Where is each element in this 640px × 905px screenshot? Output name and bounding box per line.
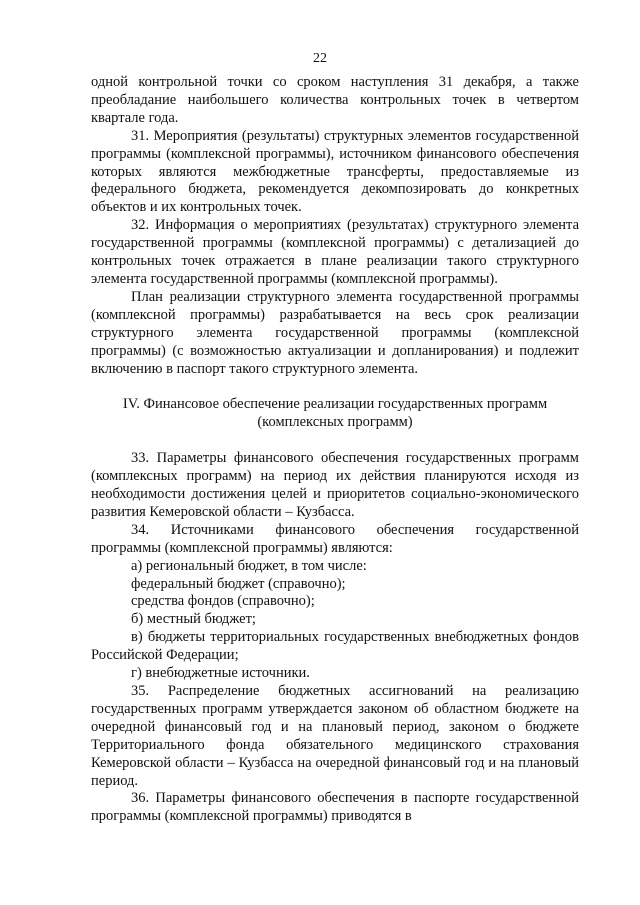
paragraph-32: 32. Информация о мероприятиях (результатах) структурного элемента государственной программы (комплексной программы) с детализацией до контрольных точек отражается в плане реализации такого структурного элемента государственной программы (комплексной программы). [91,217,579,287]
section-heading-line-2: (комплексных программ) [257,414,413,431]
list-item-federal: федеральный бюджет (справочно); [131,575,346,592]
paragraph-33: 33. Параметры финансового обеспечения государственных программ (комплексных программ) на период их действия планируются исходя из необходимости достижения целей и приоритетов социально-экономического развития Кемеровской области – Кузбасса. [91,450,579,520]
list-item-funds: средства фондов (справочно); [131,593,315,610]
list-item-g: г) внебюджетные источники. [131,665,310,682]
list-item-v: в) бюджеты территориальных государственных внебюджетных фондов Российской Федерации; [91,629,579,664]
list-item-a: а) региональный бюджет, в том числе: [131,557,367,574]
paragraph-36: 36. Параметры финансового обеспечения в паспорте государственной программы (комплексной программы) приводятся в [91,790,579,825]
paragraph-plan: План реализации структурного элемента государственной программы (комплексной программы) разрабатывается на весь срок реализации структурного элемента государственной программы (комплексной программы) (с возможностью актуализации и допланирования) и подлежит включению в паспорт такого структурного элемента. [91,288,579,377]
paragraph-35: 35. Распределение бюджетных ассигнований на реализацию государственных программ утверждается законом об областном бюджете на очередной финансовый год и на плановый период, законом о бюджете Территориального фонда обязательного медицинского страхования Кемеровской области – Кузбасса на очередной финансовый год и на плановый период. [91,683,579,789]
paragraph-continuation: одной контрольной точки со сроком наступления 31 декабря, а также преобладание наибольшего количества контрольных точек в четвертом квартале года. [91,74,579,126]
page-number: 22 [313,51,327,66]
list-item-b: б) местный бюджет; [131,611,256,628]
spacer [91,378,579,396]
paragraph-34: 34. Источниками финансового обеспечения государственной программы (комплексной программы) являются: [91,521,579,556]
section-heading-line-1: IV. Финансовое обеспечение реализации государственных программ [122,396,548,413]
document-body [91,74,579,826]
spacer [91,432,579,450]
paragraph-31: 31. Мероприятия (результаты) структурных элементов государственной программы (комплексной программы), источником финансового обеспечения которых являются межбюджетные трансферты, предоставляемые из федерального бюджета, рекомендуется декомпозировать до конкретных объектов и их контрольных точек. [91,127,579,216]
